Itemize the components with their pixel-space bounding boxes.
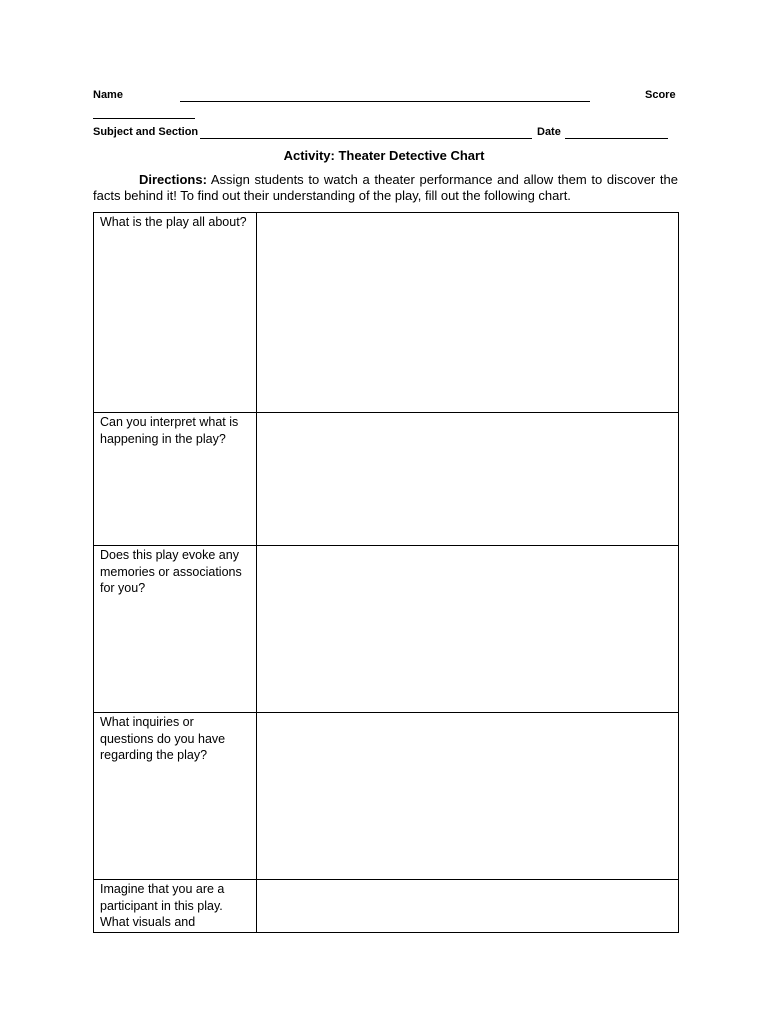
directions-text: Assign students to watch a theater performance and allow them to discover the facts behind it! To find out their understanding of the play, fill out the following chart.: [93, 172, 678, 203]
chart-row-2: [94, 413, 679, 546]
question-cell: Imagine that you are a participant in this play. What visuals and: [94, 880, 257, 933]
chart-row-4: [94, 713, 679, 880]
question-cell: What is the play all about?: [94, 213, 257, 413]
answer-cell[interactable]: [257, 880, 679, 933]
date-label: Date: [537, 126, 561, 138]
name-label: Name: [93, 89, 123, 101]
date-input-line[interactable]: [565, 137, 668, 139]
score-label: Score: [645, 89, 676, 101]
answer-cell[interactable]: [257, 546, 679, 713]
theater-detective-chart: [93, 212, 679, 933]
answer-cell[interactable]: [257, 413, 679, 546]
subject-section-input-line[interactable]: [200, 137, 532, 139]
directions-label: Directions:: [139, 172, 207, 187]
chart-row-3: [94, 546, 679, 713]
chart-row-5: [94, 880, 679, 933]
activity-title: Activity: Theater Detective Chart: [283, 148, 485, 163]
answer-cell[interactable]: [257, 713, 679, 880]
subject-section-label: Subject and Section: [93, 126, 199, 138]
question-cell: What inquiries or questions do you have regarding the play?: [94, 713, 257, 880]
directions-block: [93, 172, 678, 204]
score-input-line[interactable]: [93, 117, 195, 119]
question-cell: Does this play evoke any memories or associations for you?: [94, 546, 257, 713]
chart-row-1: [94, 213, 679, 413]
answer-cell[interactable]: [257, 213, 679, 413]
name-input-line[interactable]: [180, 100, 590, 102]
question-cell: Can you interpret what is happening in the play?: [94, 413, 257, 546]
